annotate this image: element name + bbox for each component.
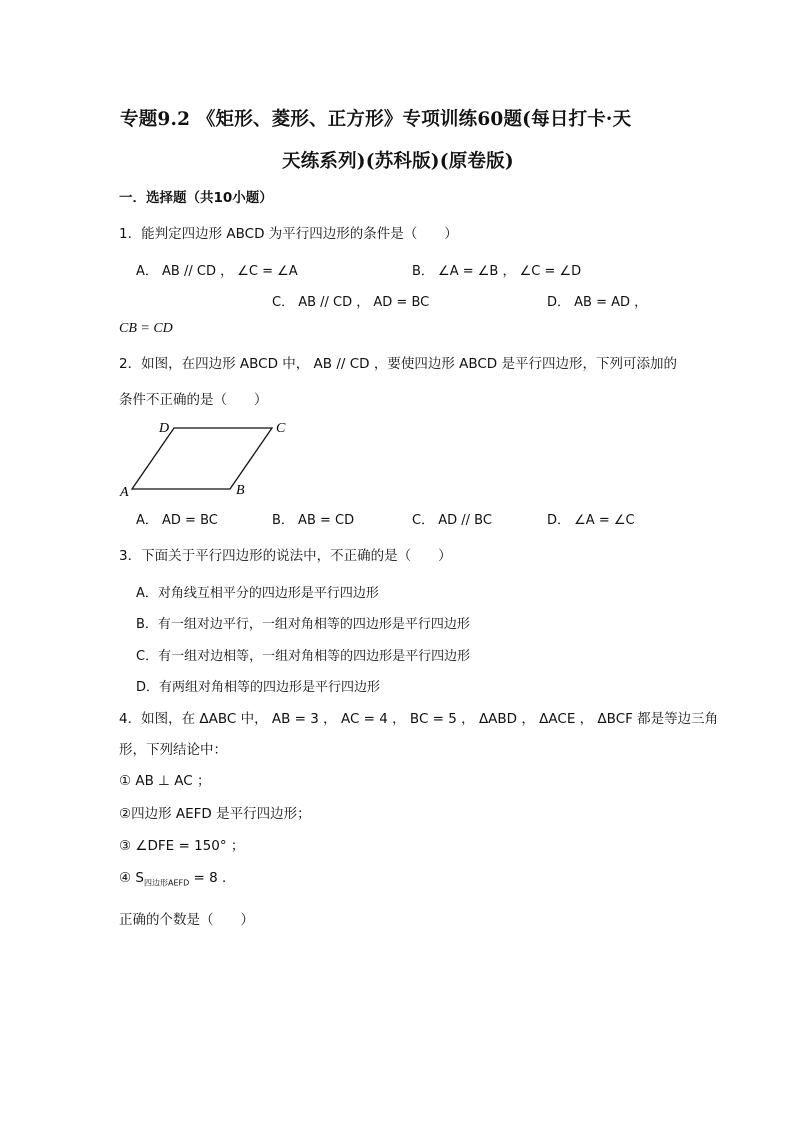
q2-parallelogram-figure xyxy=(110,412,300,502)
q4-statement-2: ②四边形 AEFD 是平行四边形； xyxy=(119,806,311,822)
q4-statement-4-prefix: ④ S xyxy=(119,870,144,886)
q3-option-b: B．有一组对边平行，一组对角相等的四边形是平行四边形 xyxy=(136,617,470,632)
q2-option-b: B． AB = CD xyxy=(272,513,355,528)
q4-stem-line-2: 形，下列结论中： xyxy=(119,742,227,758)
q3-option-c: C．有一组对边相等，一组对角相等的四边形是平行四边形 xyxy=(136,649,471,664)
q4-stem-line-1: 4．如图，在 ΔABC 中， AB = 3 ， AC = 4 ， BC = 5 ， ΔABD ， ΔACE ， ΔBCF 都是等边三角 xyxy=(119,711,719,727)
q4-statement-3: ③ ∠DFE = 150° ； xyxy=(119,838,245,854)
q4-question: 正确的个数是（ ） xyxy=(119,912,254,928)
vertex-label-a: A xyxy=(120,485,129,500)
q2-option-a: A． AD = BC xyxy=(136,513,218,528)
q3-option-d: D．有两组对角相等的四边形是平行四边形 xyxy=(136,680,381,695)
q2-option-d: D． ∠A = ∠C xyxy=(547,513,635,528)
q1-option-c: C． AB // CD ， AD = BC xyxy=(272,295,430,310)
q4-statement-4-subscript: 四边形AEFD xyxy=(143,878,190,888)
page-title-line-1: 专题9.2 《矩形、菱形、正方形》专项训练60题(每日打卡·天 xyxy=(120,109,632,130)
q1-option-d: D． AB = AD ， xyxy=(547,295,648,310)
q3-stem: 3．下面关于平行四边形的说法中，不正确的是（ ） xyxy=(119,548,452,564)
vertex-label-d: D xyxy=(159,421,170,436)
parallelogram-abcd xyxy=(132,428,272,489)
section-heading: 一．选择题（共10小题） xyxy=(119,190,273,206)
q1-option-b: B． ∠A = ∠B ， ∠C = ∠D xyxy=(412,264,582,279)
vertex-label-c: C xyxy=(276,421,286,436)
q4-statement-1: ① AB ⊥ AC ； xyxy=(119,773,211,789)
q2-stem-line-2: 条件不正确的是（ ） xyxy=(119,392,268,408)
q2-stem-line-1: 2．如图，在四边形 ABCD 中， AB // CD ，要使四边形 ABCD 是平行四边形，下列可添加的 xyxy=(119,356,677,372)
q4-statement-4-suffix: = 8 ． xyxy=(189,870,236,886)
q4-statement-4 xyxy=(119,866,236,889)
q1-stem: 1．能判定四边形 ABCD 为平行四边形的条件是（ ） xyxy=(119,226,458,242)
q1-option-a: A． AB // CD ， ∠C = ∠A xyxy=(136,264,298,279)
q3-option-a: A．对角线互相平分的四边形是平行四边形 xyxy=(136,586,379,601)
q1-option-d-continued: CB = CD xyxy=(119,321,173,336)
q2-option-c: C． AD // BC xyxy=(412,513,492,528)
page-title-line-2: 天练系列)(苏科版)(原卷版) xyxy=(282,151,514,172)
vertex-label-b: B xyxy=(236,483,245,498)
